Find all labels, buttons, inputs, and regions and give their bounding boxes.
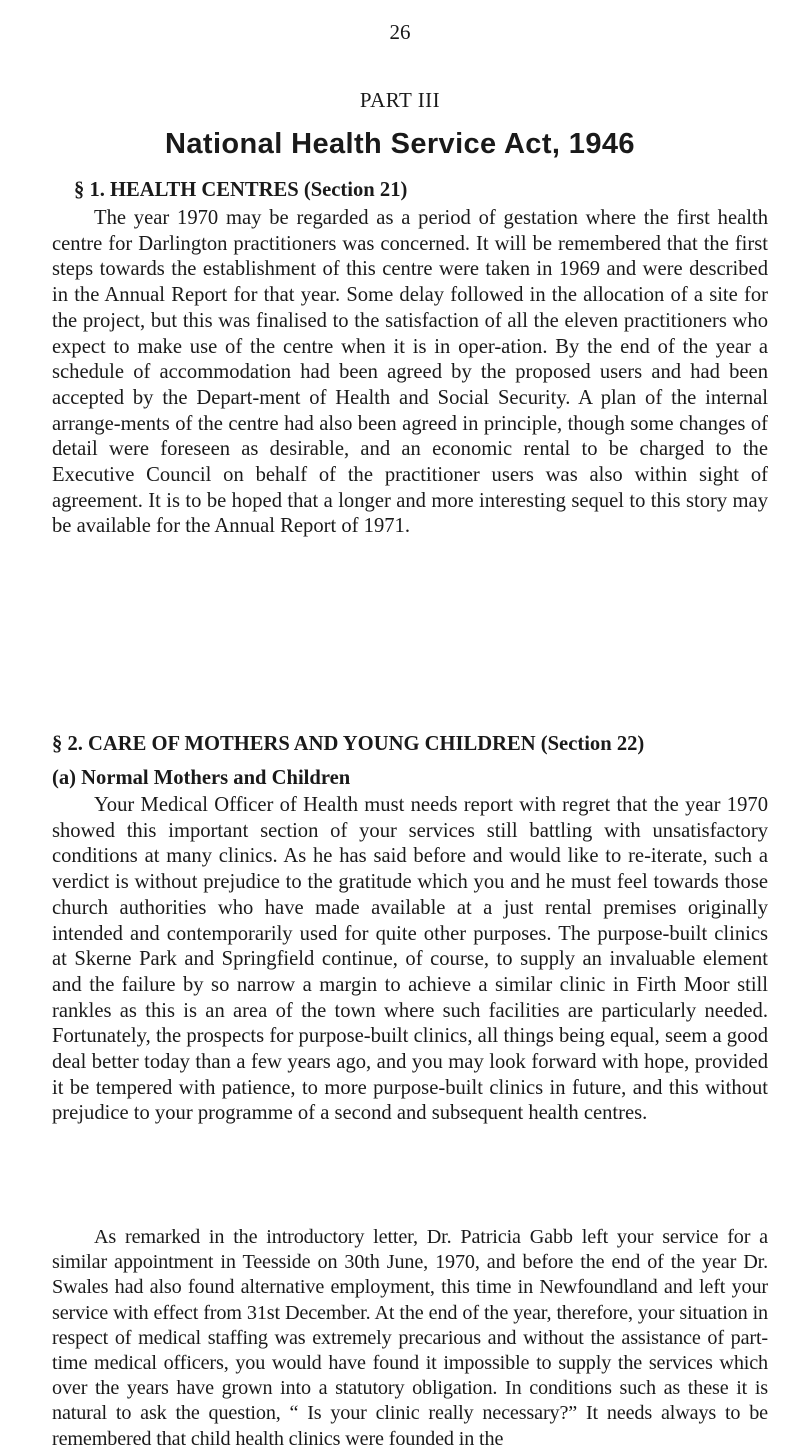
section-2-paragraph-1: Your Medical Officer of Health must needs report with regret that the year 1970 showed this important section of your services still battling with unsatisfactory conditions at many clinics. As he has said before and would like to re-iterate, such a verdict is without prejudice to the gratitude which you and he must feel towards those church authorities who have made available at a just rental premises originally intended and contemporarily used for quite other purposes. The purpose-built clinics at Skerne Park and Springfield continue, of course, to supply an invaluable element and the failure by so narrow a margin to achieve a similar clinic in Firth Moor still rankles as this is an area of the town where such facilities are particularly needed. Fortunately, the prospects for purpose-built clinics, all things being equal, seem a good deal better today than a few years ago, and you may look forward with hope, provided it be tempered with patience, to more purpose-built clinics in future, and this without prejudice to your programme of a second and subsequent health centres. xyxy=(52,794,768,1125)
section-2-heading: § 2. CARE OF MOTHERS AND YOUNG CHILDREN (Section 22) xyxy=(52,733,645,755)
part-title: PART III xyxy=(359,88,441,112)
section-2-subheading: (a) Normal Mothers and Children xyxy=(52,767,351,789)
section-1-body xyxy=(52,206,768,540)
section-2-body-continued xyxy=(52,1225,768,1452)
page-number: 26 xyxy=(389,20,411,44)
section-2-body xyxy=(52,793,768,1127)
section-2-paragraph-2: As remarked in the introductory letter, Dr. Patricia Gabb left your service for a similar appointment in Teesside on 30th June, 1970, and before the end of the year Dr. Swales had also found alternative employment, this time in Newfoundland and left your service with effect from 31st December. At the end of the year, therefore, your situation in respect of medical staffing was extremely precarious and without the assistance of part-time medical officers, you would have found it impossible to supply the services which over the years have grown into a statutory obligation. In conditions such as these it is natural to ask the question, “ Is your clinic really necessary?” It needs always to be remembered that child health clinics were founded in the xyxy=(52,1226,768,1450)
section-1-paragraph: The year 1970 may be regarded as a period of gestation where the first health centre for Darlington practitioners was concerned. It will be remembered that the first steps towards the establishment of this centre were taken in 1969 and were described in the Annual Report for that year. Some delay followed in the allocation of a site for the project, but this was finalised to the satisfaction of all the eleven practitioners who expect to make use of the centre when it is in oper-ation. By the end of the year a schedule of accommodation had been agreed by the proposed users and had been accepted by the Depart-ment of Health and Social Security. A plan of the internal arrange-ments of the centre had also been agreed in principle, though some changes of detail were foreseen as desirable, and an economic rental to be charged to the Executive Council on behalf of the practitioner users was also within sight of agreement. It is to be hoped that a longer and more interesting sequel to this story may be available for the Annual Report of 1971. xyxy=(52,207,768,538)
act-title: National Health Service Act, 1946 xyxy=(165,128,635,160)
section-1-heading: § 1. HEALTH CENTRES (Section 21) xyxy=(74,179,408,201)
